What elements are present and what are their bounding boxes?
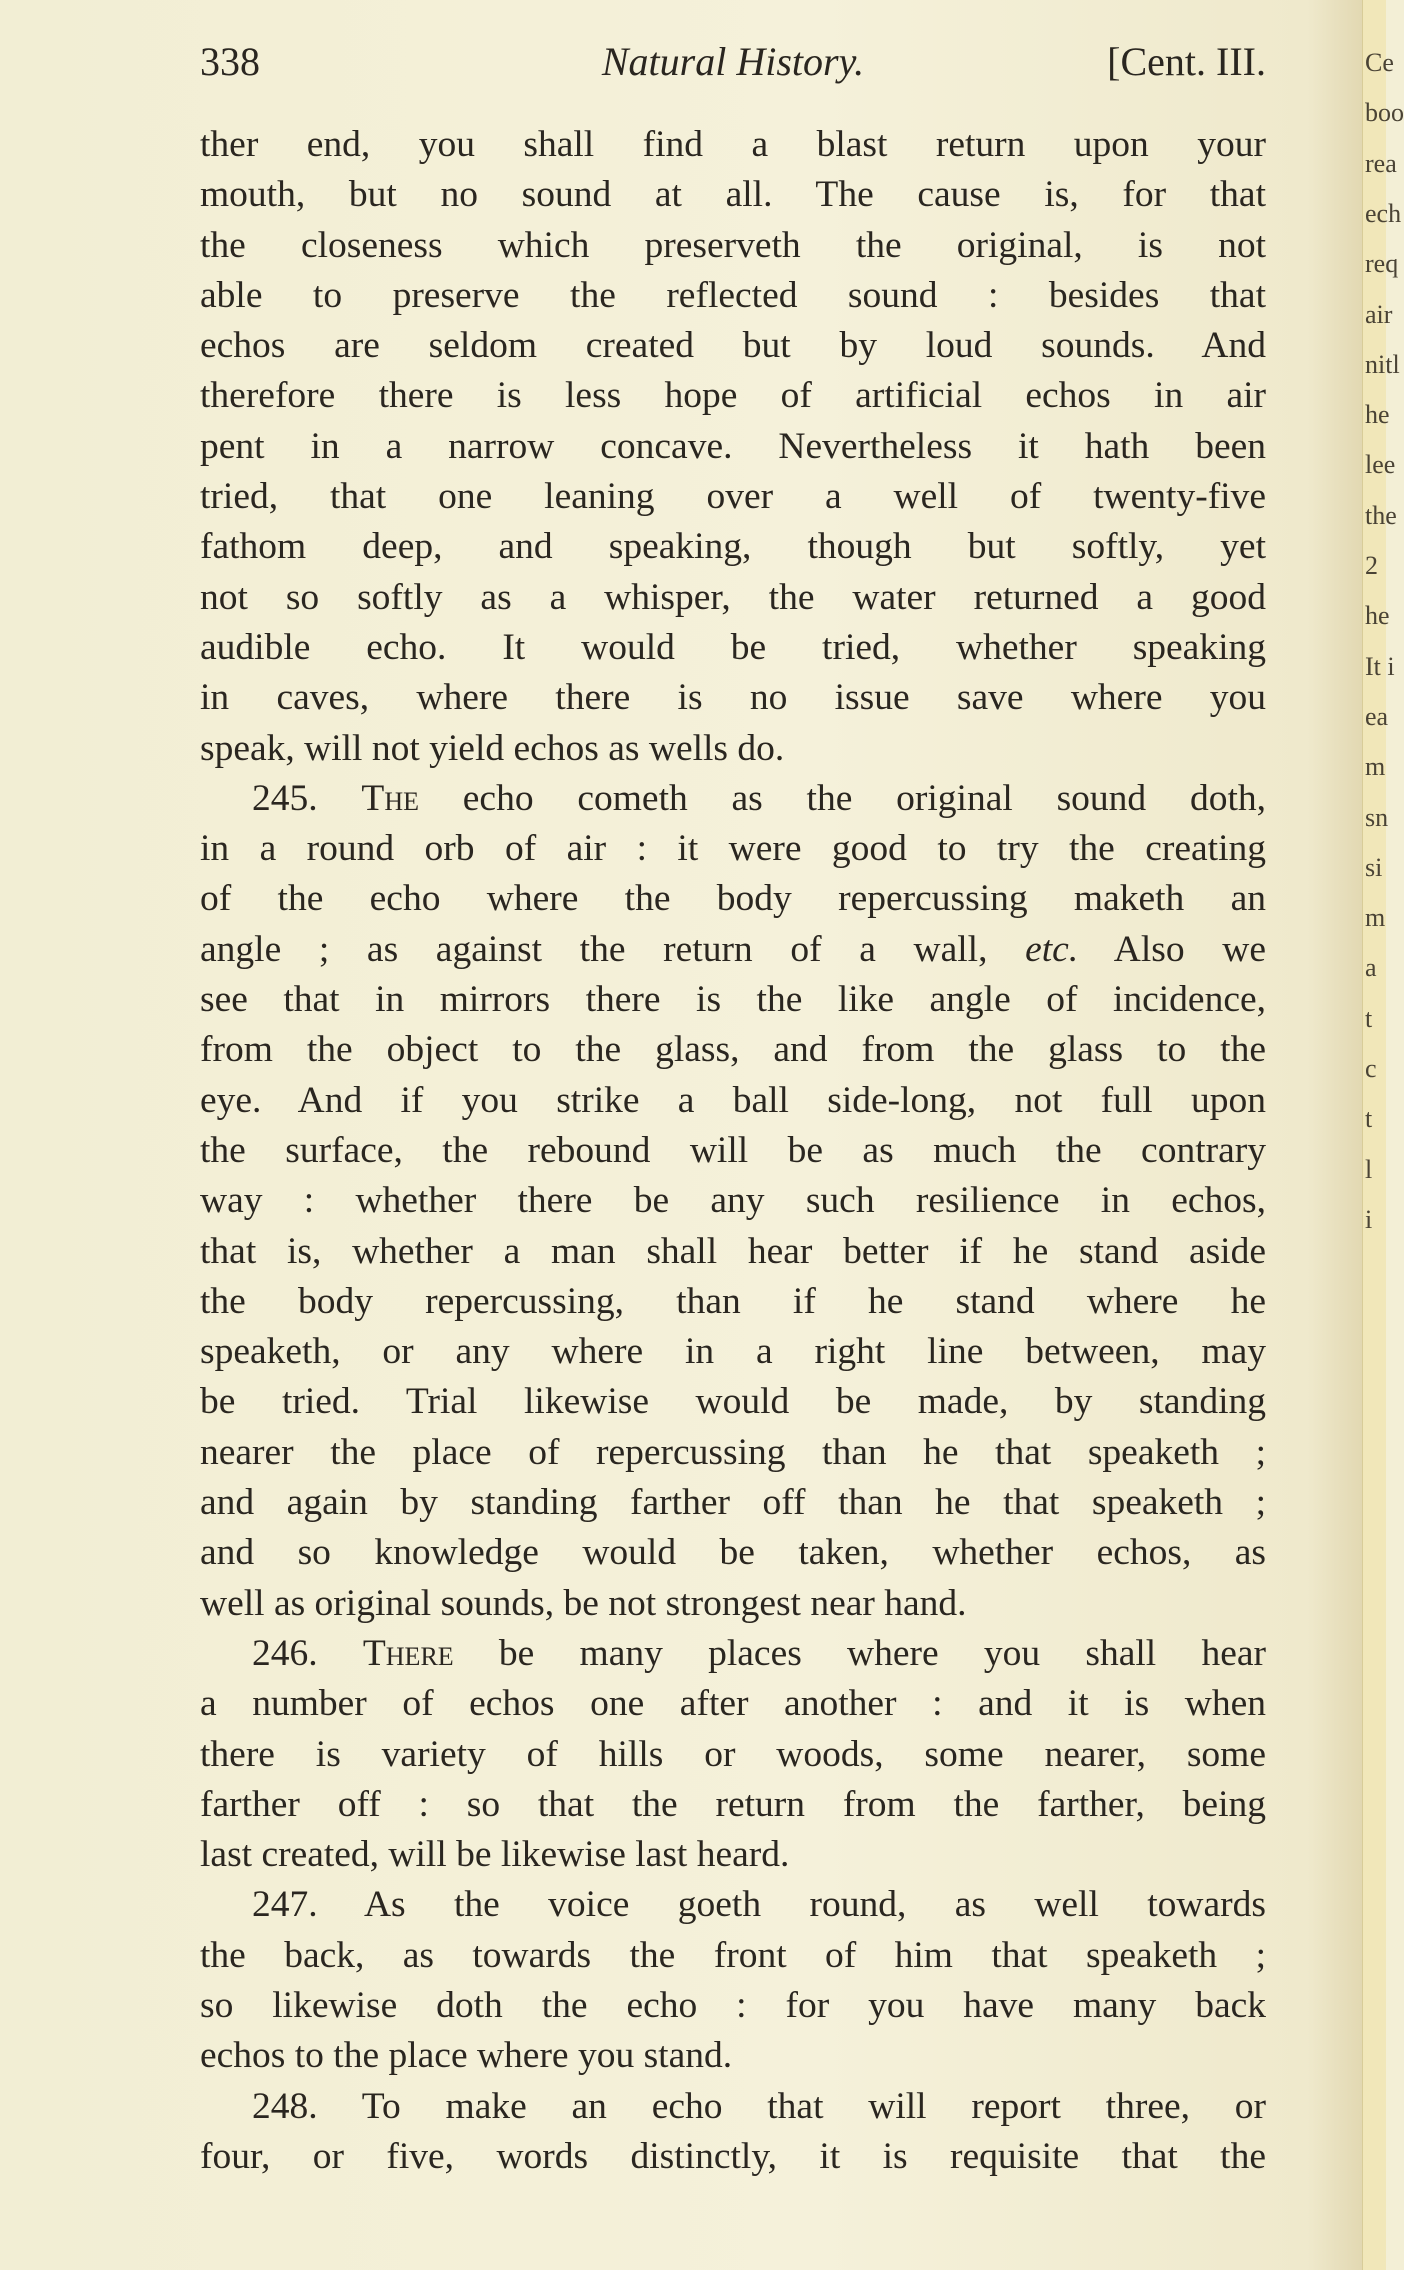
line-text: eye. And if you strike a ball side-long, not full upon (200, 1079, 1266, 1121)
facing-page-fragment: lee (1365, 450, 1396, 480)
text-line (200, 925, 1266, 975)
line-text: ther end, you shall find a blast return upon your (200, 124, 1266, 165)
line-text: echo cometh as the original sound doth, (419, 777, 1267, 819)
line-text: speak, will not yield echos as wells do. (200, 727, 785, 769)
facing-page-fragment: Ce (1365, 48, 1394, 77)
text-line (200, 1528, 1266, 1578)
facing-page-fragment: ea (1365, 701, 1389, 731)
text-line (200, 1830, 1266, 1880)
text-line (200, 1579, 1266, 1629)
text-line (200, 623, 1266, 673)
line-text: the body repercussing, than if he stand where he (200, 1280, 1266, 1322)
paragraph-start-line (200, 1880, 1266, 1930)
line-text: mouth, but no sound at all. The cause is, for that (200, 174, 1266, 216)
facing-page-edge (1362, 0, 1404, 2270)
running-title: Natural History. (601, 39, 865, 84)
text-line (200, 1126, 1266, 1176)
text-line (200, 724, 1266, 774)
paragraph-start-line (200, 2082, 1266, 2132)
small-caps-word: The (361, 777, 419, 819)
text-line (200, 1377, 1266, 1427)
text-line (200, 975, 1266, 1025)
facing-page-fragment: a (1365, 953, 1377, 983)
text-line (200, 1277, 1266, 1327)
facing-page-fragment: sn (1365, 802, 1389, 832)
facing-page-fragment: boo (1365, 98, 1404, 128)
line-text: the surface, the rebound will be as much the contrary (200, 1129, 1266, 1171)
line-text: nearer the place of repercussing than he that speaketh ; (200, 1431, 1266, 1473)
line-text: therefore there is less hope of artificial echos in air (200, 375, 1266, 417)
text-line (200, 1327, 1266, 1377)
text-line (200, 422, 1266, 472)
facing-page-fragment: nitl (1365, 349, 1400, 379)
text-line (200, 1227, 1266, 1277)
facing-page-fragment: the (1365, 500, 1397, 530)
facing-page-fragment: si (1365, 852, 1383, 882)
text-line (200, 874, 1266, 924)
facing-page-fragment: m (1365, 903, 1386, 933)
text-line (200, 1076, 1266, 1126)
text-line (200, 1931, 1266, 1981)
line-text: not so softly as a whisper, the water returned a good (200, 576, 1266, 618)
facing-page-fragment: rea (1365, 148, 1397, 178)
facing-page-fragment: i (1365, 1204, 1373, 1234)
text-line (200, 673, 1266, 723)
line-text: well as original sounds, be not strongest near hand. (200, 1582, 967, 1624)
line-text: way : whether there be any such resilience in echos, (200, 1180, 1266, 1222)
line-text: farther off : so that the return from the farther, being (200, 1783, 1266, 1825)
text-line (200, 573, 1266, 623)
text-line (200, 371, 1266, 421)
text-line (200, 1730, 1266, 1780)
facing-page-fragment: air (1365, 299, 1393, 329)
line-text: there is variety of hills or woods, some nearer, some (200, 1733, 1266, 1775)
line-text: pent in a narrow concave. Nevertheless it hath been (200, 425, 1266, 467)
paragraph-number: 246. (252, 1632, 363, 1674)
line-text: see that in mirrors there is the like angle of incidence, (200, 979, 1266, 1021)
line-text: able to preserve the reflected sound : besides that (200, 274, 1266, 316)
text-line (200, 1025, 1266, 1075)
line-text: four, or five, words distinctly, it is requisite that the (200, 2135, 1266, 2177)
text-line (200, 1679, 1266, 1729)
facing-page-fragment: he (1365, 400, 1390, 430)
paragraph-number: 247. (252, 1884, 364, 1926)
line-text: speaketh, or any where in a right line between, may (200, 1331, 1266, 1373)
page-number: 338 (200, 39, 260, 84)
section-label: [Cent. III. (1107, 39, 1266, 84)
facing-page-fragment: req (1365, 249, 1399, 279)
text-line (200, 271, 1266, 321)
running-header (200, 38, 1266, 94)
line-text: As the voice goeth round, as well towards (363, 1884, 1266, 1926)
facing-page-fragment: 2 (1365, 551, 1378, 580)
text-line (200, 1981, 1266, 2031)
facing-page-fragment: m (1365, 752, 1386, 782)
line-text: that is, whether a man shall hear better if he stand aside (200, 1230, 1266, 1272)
facing-page-fragment: t (1365, 1104, 1373, 1134)
facing-page-fragment: t (1365, 1003, 1373, 1033)
line-text: from the object to the glass, and from the glass to the (200, 1029, 1266, 1071)
text-line (200, 1780, 1266, 1830)
line-text: be many places where you shall hear (453, 1632, 1266, 1674)
paragraph-start-line (200, 1629, 1266, 1679)
line-text: To make an echo that will report three, or (361, 2085, 1267, 2127)
body-text (200, 120, 1266, 2182)
text-line (200, 522, 1266, 572)
paragraph-start-line (200, 774, 1266, 824)
line-text: of the echo where the body repercussing maketh an (200, 878, 1266, 920)
facing-page-fragment: It i (1365, 651, 1395, 681)
line-text: the closeness which preserveth the original, is not (200, 224, 1266, 266)
text-line (200, 170, 1266, 220)
small-caps-word: There (362, 1632, 454, 1674)
text-line (200, 824, 1266, 874)
facing-page-fragment: he (1365, 601, 1390, 631)
text-line (200, 2132, 1266, 2182)
line-text: audible echo. It would be tried, whether speaking (200, 626, 1266, 668)
line-text: angle ; as against the return of a wall, etc. Also we (200, 928, 1267, 970)
text-line (200, 2031, 1266, 2081)
line-text: echos are seldom created but by loud sounds. And (200, 325, 1266, 367)
line-text: tried, that one leaning over a well of twenty-five (200, 476, 1266, 518)
facing-page-fragment: l (1365, 1154, 1373, 1184)
text-line (200, 1176, 1266, 1226)
line-text: so likewise doth the echo : for you have many back (200, 1984, 1266, 2026)
line-text: echos to the place where you stand. (200, 2035, 733, 2077)
line-text: last created, will be likewise last heard. (200, 1834, 790, 1876)
paragraph-number: 245. (252, 777, 362, 819)
line-text: and so knowledge would be taken, whether echos, as (200, 1532, 1266, 1574)
line-text: in a round orb of air : it were good to try the creating (200, 828, 1266, 870)
text-line (200, 120, 1266, 170)
line-text: fathom deep, and speaking, though but softly, yet (200, 526, 1266, 568)
text-line (200, 1478, 1266, 1528)
text-line (200, 472, 1266, 522)
text-line (200, 221, 1266, 271)
text-line (200, 1428, 1266, 1478)
facing-page-fragment: c (1365, 1054, 1377, 1083)
paragraph-number: 248. (252, 2085, 362, 2127)
line-text: in caves, where there is no issue save where you (200, 677, 1266, 719)
line-text: and again by standing farther off than he that speaketh ; (200, 1482, 1266, 1524)
line-text: the back, as towards the front of him that speaketh ; (200, 1934, 1266, 1976)
facing-page-fragment: ech (1365, 198, 1402, 228)
line-text: a number of echos one after another : and it is when (200, 1683, 1266, 1725)
text-line (200, 321, 1266, 371)
line-text: be tried. Trial likewise would be made, by standing (200, 1381, 1266, 1423)
